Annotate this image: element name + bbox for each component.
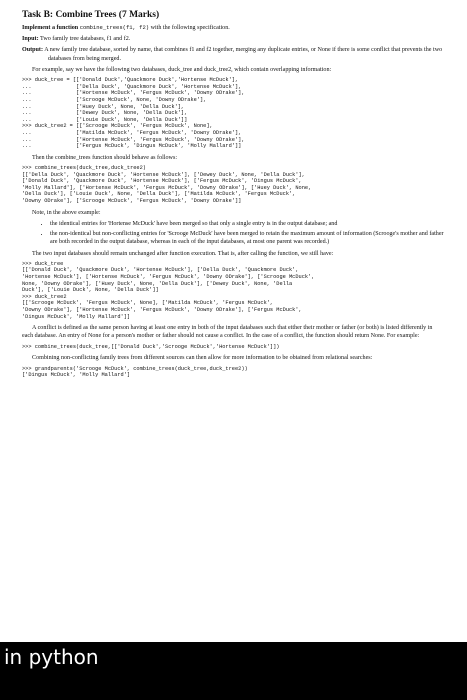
input-line xyxy=(22,35,445,43)
input-label: Input: xyxy=(22,36,39,43)
code-conflict: >>> combine_trees(duck_tree,[['Donald Duck','Scrooge McDuck','Hortense McDuck']]) xyxy=(22,343,280,350)
code-databases: >>> duck_tree = [['Donald Duck','Quackmore Duck','Hortense McDuck'], ... ['Della Duck', 'Quackmore Duck', 'Hortense McDuck'], ... ['Hortense McDuck', 'Fergus McDuck', 'Downy ODrake'], ... ['Scrooge McDuck', None, 'Downy ODrake'], ... ['Huey Duck', None, 'Della Duck'], ... ['Dewey Duck', None, 'Della Duck'], ... ['Louie Duck', None, 'Della Duck']] >>> duck_tree2 = [['Scrooge McDuck', 'Fergus McDuck', None], ... ['Matilda McDuck', 'Fergus McDuck', 'Downy ODrake'], ... ['Hortense McDuck', 'Fergus McDuck', 'Downy ODrake'], ... ['Fergus McDuck', 'Dingus McDuck', 'Molly Mallard']] xyxy=(22,77,245,150)
note-item: • the non-identical but non-conflicting entries for 'Scrooge McDuck' have been merged to retain the maximum amount of information (Scrooge's mother and father are both recorded in the output database, whereas in each of the input databases, at most one parent was recorded.) xyxy=(50,230,445,246)
note-item: • the identical entries for 'Hortense McDuck' have been merged so that only a single entry is in the output database; and xyxy=(50,220,445,228)
task-title: Task B: Combine Trees (7 Marks) xyxy=(22,10,160,20)
function-signature: combine_trees(f1, f2) xyxy=(79,24,150,31)
output-text: A new family tree database, sorted by name, that combines f1 and f2 together, merging any duplicate entries, or None if there is some conflict that prevents the two databases from being merged. xyxy=(44,47,443,62)
unchanged-text: The two input databases should remain unchanged after function execution. That is, after calling the function, we still have: xyxy=(32,250,334,257)
example-intro: For example, say we have the following two databases, duck_tree and duck_tree2, which contain overlapping information: xyxy=(32,66,332,73)
note-intro: Note, in the above example: xyxy=(32,209,101,216)
footer-caption: in python xyxy=(4,645,99,669)
implement-rest: with the following specification. xyxy=(150,25,230,31)
code-combine-call: >>> combine_trees(duck_tree,duck_tree2) [['Della Duck', 'Quackmore Duck', 'Hortense McDuck'], ['Dewey Duck', None, 'Della Duck'], ['Donald Duck', 'Quackmore Duck', 'Hortense McDuck'], ['Fergus McDuck', 'Dingus McDuck', 'Molly Mallard'], ['Hortense McDuck', 'Fergus McDuck', 'Downy ODrake'], ['Huey Duck', None, 'Della Duck'], ['Louie Duck', None, 'Della Duck'], ['Matilda McDuck', 'Fergus McDuck', 'Downy ODrake'], ['Scrooge McDuck', 'Fergus McDuck', 'Downy ODrake']] xyxy=(22,165,312,205)
footer-bar xyxy=(0,642,467,700)
implement-label: Implement a function xyxy=(22,25,79,31)
conflict-text: A conflict is defined as the same person having at least one entry in both of the input databases such that either their mother or father (or both) is listed differently in each database. An entry of None for a person's mother or father should not cause a conflict. In the case of a conflict, the function should return None. For example: xyxy=(22,325,433,340)
code-grandparents: >>> grandparents('Scrooge McDuck', combine_trees(duck_tree,duck_tree2)) ['Dingus McDuck', 'Molly Mallard'] xyxy=(22,365,248,379)
output-line xyxy=(22,46,445,62)
note-list xyxy=(22,220,445,247)
output-label: Output: xyxy=(22,47,43,54)
relational-text: Combining non-conflicting family trees from different sources can then allow for more information to be obtained from relational searches: xyxy=(32,355,373,362)
code-after: >>> duck_tree [['Donald Duck', 'Quackmore Duck', 'Hortense McDuck'], ['Della Duck', 'Quackmore Duck', 'Hortense McDuck'], ['Hortense McDuck', 'Fergus McDuck', 'Downy ODrake'], ['Scrooge McDuck', None, 'Downy ODrake'], ['Huey Duck', None, 'Della Duck'], ['Dewey Duck', None, 'Della Duck'], ['Louie Duck', None, 'Della Duck']] >>> duck_tree2 [['Scrooge McDuck', 'Fergus McDuck', None], ['Matilda McDuck', 'Fergus McDuck', 'Downy ODrake'], ['Hortense McDuck', 'Fergus McDuck', 'Downy ODrake'], ['Fergus McDuck', 'Dingus McDuck', 'Molly Mallard']] xyxy=(22,260,315,320)
implement-line xyxy=(22,24,445,32)
then-text: Then the combine_trees function should behave as follows: xyxy=(32,154,178,161)
input-text: Two family tree databases, f1 and f2. xyxy=(40,36,131,43)
